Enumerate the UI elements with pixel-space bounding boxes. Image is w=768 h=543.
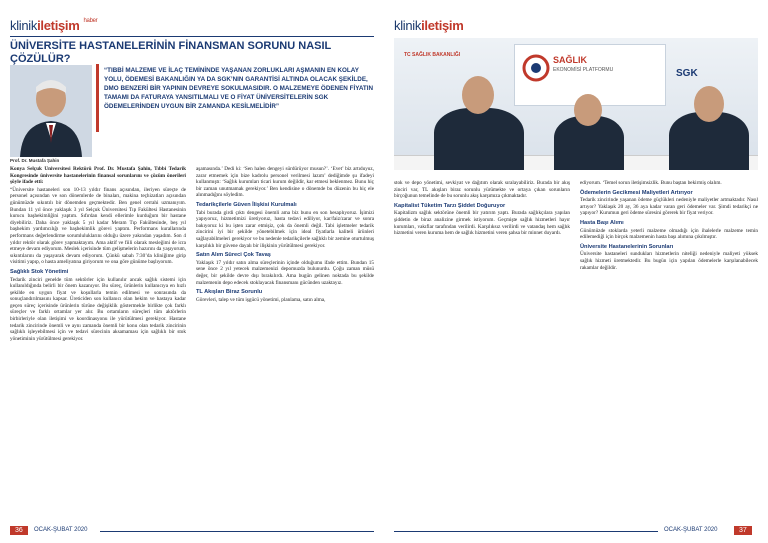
- panelist-right-head: [694, 86, 724, 122]
- paragraph: Tabi burada girdi çıktı dengesi önemli ama biz bunu en son hesaplıyoruz. İşimizi yapıyoruz, hizmetimizi üretiyoruz, hasta tedavi ediliyor, kar/faiz/zarar ve sonra bakıyoruz ki bu işten zarar etmişiz, çok da önemli değil. Tabi işletmeler tedarik zincirini iyi bir şekilde yönetebilmek için ideal fiyatlarla kaliteli ürünleri sağlayabilmeleri gerekiyor ve bu nedenle tedarikçilerle sağlıklı bir zemine oturtulmuş karşılıklı bir güvene dayalı bir ilişkinin yürütülmesi gerekiyor.: [196, 209, 374, 249]
- subheading: Kapitalist Tüketim Tarzı Şiddet Doğuruyor: [394, 202, 506, 209]
- left-footer: [0, 525, 384, 537]
- subheading: Sağlıklı Stok Yönetimi: [10, 268, 69, 275]
- paragraph: Kapitalizm sağlık sektörüne önemli bir yatırım yaptı. Burada sağlıkçılara yapılan şiddetin de biraz analizine girmek istiyorum. Geçmişte sağlık hizmetleri hayır kurumları, vakıflar tarafından verilirdi. Karşılıksız verilirdi ve vatandaş hem sağlık hizmetini veren kuruma hem de sağlık hizmetini veren şahsa bir minnet duyardı.: [394, 210, 570, 237]
- panelist-left-head: [462, 76, 494, 114]
- paragraph: Üniversite hastaneleri sundukları hizmetlerin niteliği nedeniyle maliyeti yüksek sağlık hizmeti üretmektedir. Bu bugün için yapılan ödemelerle karşılanabilecek rakamlar değildir.: [580, 251, 758, 271]
- magazine-brand: [394, 18, 464, 33]
- footer-rule: [394, 531, 658, 532]
- subheading: TL Akışları Biraz Sorunlu: [196, 289, 263, 296]
- brand-main: klinik: [394, 18, 422, 33]
- platform-logo-icon: [521, 53, 551, 83]
- right-page: [384, 0, 768, 543]
- brand-accent: iletişim: [37, 18, 80, 33]
- left-column-2: [196, 166, 374, 511]
- paragraph: Yaklaşık 17 yıldır satın alma süreçlerinin içinde olduğumu ifade ettim. Bundan 15 sene önce 2 yıl yetecek malzemenizi depomuzda bulunurdu. Çoğu zaman müsü değer, bir şekilde devre dışı bırakılırdı. Ama bugün gelinen noktada bu şekilde malzemenin depo edecek stoklayacak finansmanı gücünden uzaktayız.: [196, 259, 374, 286]
- screen-subtitle: EKONOMİSİ PLATFORMU: [553, 67, 614, 73]
- paragraph: Tedarik zinciri genelde tüm sektörler için kullanılır ancak sağlık sistemi için kullanıldığında belirli bir önem kazanıyor. Bu süreç, ürünlerin kullanıcıya en hızlı şekilde en uygun fiyat ve koşullarla temin edilmesi ve sonrasında da sonuçlandırılmasını kapsar. Üreticiden son kullanıcı olan hekim ve hastaya kadar geçen süreç içerisinde ürünlerin türüne değişiklik göstermekle birlikte çok farklı süreçler ve farklı ortamlar yer alır. Bu ortamların süreçleri tüm aktörlerin birbirleriyle olan iletişimi ve koordinasyonu ile yürütülmesi gerekiyor. Hastane tedarik zincirinde önemli ve aynı zamanda önemli bir konu olan tedarik zincirinin sağlıklı işleyebilmesi için ve tedavi sürecinin aksamaması için sağlıklı bir stok yönetiminin yürütülmesi gerekiyor.: [10, 276, 186, 342]
- subheading: Hasta Başı Alımı: [580, 219, 624, 226]
- brand-main: klinik: [10, 18, 38, 33]
- subheading: Üniversite Hastanelerinin Sorunları: [580, 243, 674, 250]
- article-headline: ÜNİVERSİTE HASTANELERİNİN FİNANSMAN SORUNU NASIL ÇÖZÜLÜR?: [10, 40, 332, 65]
- left-column-1: [10, 166, 186, 511]
- quote-accent-bar: [96, 64, 99, 132]
- intro-paragraph: Konya Selçuk Üniversitesi Rektörü Prof. Dr. Mustafa Şahin, Tıbbi Tedarik Kongresinde üniversite hastanelerinin finansal sorunlarını ve çözüm önerileri şöyle ifade etti:: [10, 166, 186, 186]
- paragraph: Görevleri, talep ve tüm işgücü yönetimi, planlama, satın alma,: [196, 296, 326, 303]
- panelist-left: [434, 108, 524, 170]
- screen-title: SAĞLIK: [553, 55, 588, 65]
- paragraph: Günümüzde stoklarda yeterli malzeme olmadığı için ihalelerle malzeme temin edilemediği için birçok malzemenin hasta başı alımına çıkılmıştır.: [580, 227, 758, 241]
- subheading: Ödemelerin Gecikmesi Maliyetleri Artırıyor: [580, 189, 693, 196]
- subheading: Satın Alım Süreci Çok Tavaş: [196, 252, 271, 259]
- author-photo: [10, 65, 92, 157]
- right-column-1: [394, 180, 570, 511]
- paragraph: “Üniversite hastaneleri son 10-13 yıldır finans açısından, ileriyen süreçte de personel açısından ve son dönemlerde de binaları, makina teçhizatları açısından günümüzde sıkıntılı bir dönemden geçmektedir. Ben genel cerrahi uzmanıyım. Bundan 11 yıl önce yaklaşık 3 yıl Selçuk Üniversitesi Tıp Fakültesi Hastanesinin kurucu başhekimliğini yaptım. Sıfırdan kendi ellerimle kurduğum bir hastane diyebiliriz. Daha önce yaklaşık 5 yıl kadar Meram Tıp Fakültesinde, beş yıl başhekim yardımcılığı ve başhekimlik görevi yaptım. Performans kurallarında performans değerlendirme sorumluluklarını olduğu üzere yakından yaşadım. Son 4 yıldır rektör olarak görev yapmaktayım. Ama aktif ve fiili olarak mesleğimi de icra etmeye devam ediyorum. Meslek içerisinde tüm gelişmelerin hazırını da yaşıyorum, sıkıntılarını da yaşayarak devam ediyorum. Çünkü sabah 7:30’da kliniğime girip visitimi yapıp, o hasta ameliyatına giriyorum ve ona göre günüme başlıyorum.: [10, 186, 186, 266]
- panel-photo: [394, 38, 758, 170]
- paragraph: ediyorum. ‘Temel sorun iletişimsizlik. Bunu baştan bekirmiş olalım.: [580, 180, 722, 186]
- paragraph: aşamasında.’ Dedi ki: ‘Sen halen dengeyi sürdürüyor musun?’. ‘Evet’ biz artıduyuz, zarar etmemek için bize kadrolu personel verilmesi lazım’ dediğimde şu ifadeyi kullanmıştı: ‘Sağlık kurumları ticari kurum değildir, kar etmesi beklenmez. Bunu hiç bir zaman unutmamak gerekiyor.’ Ben kendisine o dönemde bu düzenin bu hiç ele alınmadığını söyledim.: [196, 166, 374, 199]
- header-rule: [10, 36, 374, 37]
- issue-date: OCAK-ŞUBAT 2020: [664, 527, 718, 533]
- page-number: 37: [734, 526, 752, 535]
- panelist-center-head: [574, 94, 602, 126]
- right-column-2: [580, 180, 758, 511]
- brand-section: haber: [83, 18, 98, 24]
- pull-quote: “TIBBİ MALZEME VE İLAÇ TEMİNİNDE YAŞANAN ZORLUKLARI AŞMANIN EN KOLAY YOLU, ÖDEMESİ BAKANLIĞIN YA DA SGK’NIN GARANTİSİ ALTINDA OLACAK ŞEKİLDE, DMO BENZERİ BİR YAPININ DEVREYE SOKULMASIDIR. O MALZEMEYE ÖDENEN FİYATIN TAMAMI DA FATURAYA YANSITILMALI VE O FİYAT ÜNİVERSİTELERİN SGK ÖDEMELERİNDEN UYGUN BİR ZAMANDA KESİLMELİDİR”: [104, 67, 374, 110]
- sgk-logo: SGK: [676, 68, 698, 79]
- page-number: 36: [10, 526, 28, 535]
- right-footer: [384, 525, 768, 537]
- footer-rule: [100, 531, 374, 532]
- paragraph: Tedarik zincirinde yaşanan ödeme güçlükleri nedeniyle maliyetler artmaktadır. Nasıl artıyor? Yaklaşık 20 ay, 36 aya kadar varan geri ödemeler var. Şimdi tedarikçi ne yapıyor? Kurumun geri ödeme süresini görerek bir fiyat veriyor.: [580, 197, 758, 217]
- subheading: Tedarikçilerle Güven İlişkisi Kurulmalı: [196, 201, 297, 208]
- paragraph: stok ve depo yönetimi, sevkiyat ve dağıtım olarak sıralayabiliriz. Burada bir akış zinciri var, TL akışları biraz sorunlu yürümekte ve ortaya çıkan sorunların birçoğunun temelinde de bu sorunlu akış karşımıza çıkmaktadır.: [394, 180, 570, 200]
- brand-accent: iletişim: [421, 18, 464, 33]
- issue-date: OCAK-ŞUBAT 2020: [34, 527, 88, 533]
- photo-caption: Prof. Dr. Mustafa Şahin: [10, 158, 60, 163]
- ministry-logo: TC SAĞLIK BAKANLIĞI: [404, 52, 461, 58]
- magazine-brand: [10, 18, 97, 33]
